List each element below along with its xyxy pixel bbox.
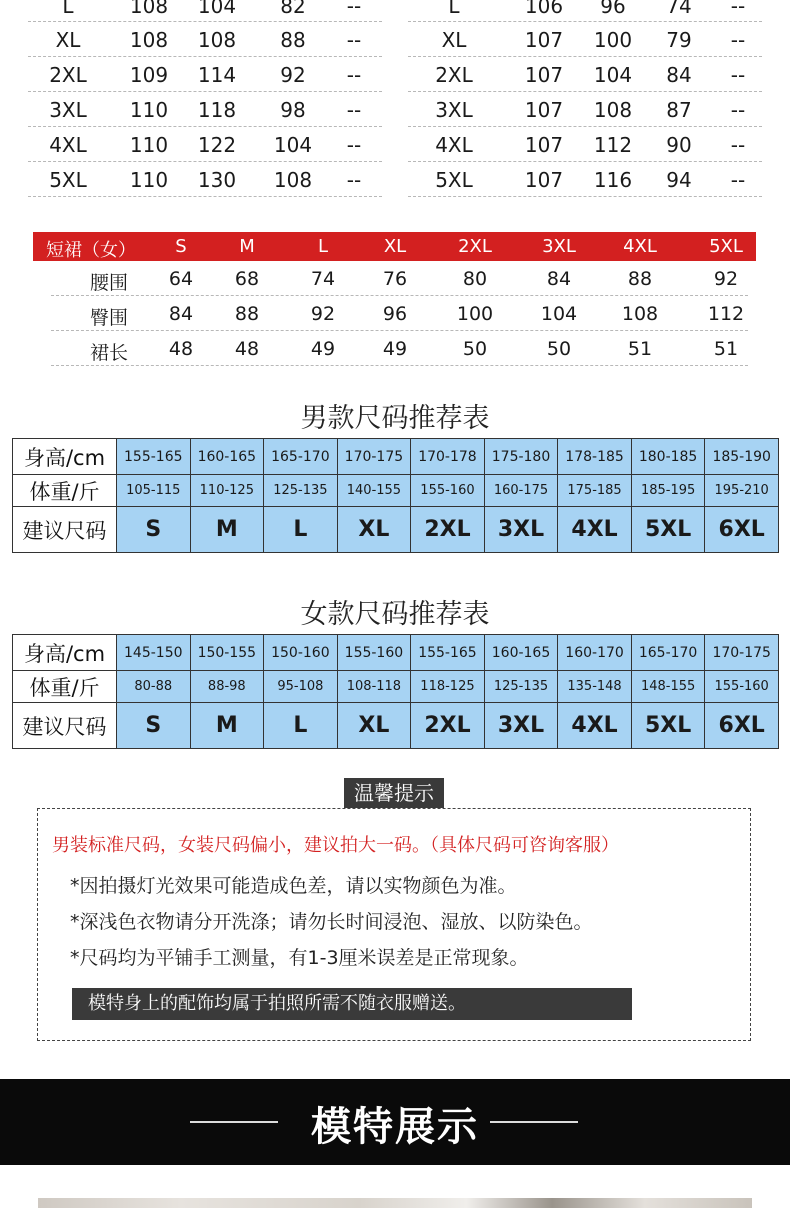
measure-cell: 51: [627, 338, 653, 360]
measure-cell: 74: [310, 268, 336, 290]
measure-cell: 84: [546, 268, 572, 290]
weight-cell: 155-160: [705, 671, 779, 703]
model-photo: [38, 1198, 752, 1208]
measure-cell: 84: [168, 303, 194, 325]
measure-cell: 110: [129, 133, 169, 157]
measure-cell: 64: [168, 268, 194, 290]
table-row: [51, 296, 748, 331]
measure-cell: 92: [280, 63, 306, 87]
weight-cell: 185-195: [631, 475, 705, 507]
row-label: 身高/cm: [13, 439, 117, 475]
weight-cell: 175-185: [558, 475, 632, 507]
measure-cell: 108: [129, 28, 169, 52]
skirt-header-size: 5XL: [709, 236, 743, 257]
table-row: [13, 671, 779, 703]
women-table-title: 女款尺码推荐表: [300, 599, 490, 630]
size-table-left: [28, 0, 382, 197]
height-cell: 160-165: [484, 635, 558, 671]
size-cell: L: [264, 703, 338, 749]
size-cell: S: [117, 703, 191, 749]
table-row: [28, 127, 382, 162]
measure-label: 腰围: [89, 272, 129, 294]
tip-line: *因拍摄灯光效果可能造成色差，请以实物颜色为准。: [70, 875, 517, 897]
row-label: 身高/cm: [13, 635, 117, 671]
size-cell: XL: [337, 507, 411, 553]
weight-cell: 95-108: [264, 671, 338, 703]
size-cell: 4XL: [49, 133, 87, 157]
skirt-header-size: L: [317, 236, 329, 257]
height-cell: 170-178: [411, 439, 485, 475]
height-cell: 150-155: [190, 635, 264, 671]
measure-cell: 108: [621, 303, 659, 325]
size-cell: 5XL: [435, 168, 473, 192]
measure-cell: --: [730, 168, 746, 192]
height-cell: 180-185: [631, 439, 705, 475]
table-row: [28, 92, 382, 127]
measure-cell: 74: [666, 0, 692, 18]
measure-cell: 107: [524, 63, 564, 87]
size-cell: 5XL: [49, 168, 87, 192]
women-size-recommendation-table: [12, 634, 779, 749]
measure-cell: --: [730, 133, 746, 157]
table-row: [51, 261, 748, 296]
height-cell: 160-170: [558, 635, 632, 671]
table-row: [28, 57, 382, 92]
table-row: [28, 0, 382, 22]
measure-cell: 107: [524, 168, 564, 192]
measure-label: 臀围: [89, 307, 129, 329]
size-cell: 3XL: [435, 98, 473, 122]
weight-cell: 80-88: [117, 671, 191, 703]
skirt-header-size: 3XL: [542, 236, 576, 257]
height-cell: 165-170: [631, 635, 705, 671]
weight-cell: 135-148: [558, 671, 632, 703]
weight-cell: 125-135: [264, 475, 338, 507]
height-cell: 155-165: [117, 439, 191, 475]
table-row: [408, 92, 762, 127]
measure-cell: --: [346, 63, 362, 87]
banner-title: 模特展示: [311, 1104, 479, 1150]
height-cell: 165-170: [264, 439, 338, 475]
weight-cell: 160-175: [484, 475, 558, 507]
weight-cell: 108-118: [337, 671, 411, 703]
measure-cell: --: [730, 28, 746, 52]
table-row: [28, 162, 382, 197]
size-cell: XL: [55, 28, 81, 52]
measure-cell: 80: [462, 268, 488, 290]
skirt-size-table: [33, 232, 756, 366]
table-row: [408, 0, 762, 22]
measure-cell: --: [346, 0, 362, 18]
measure-cell: 109: [129, 63, 169, 87]
measure-cell: 116: [593, 168, 633, 192]
table-row: [28, 22, 382, 57]
measure-cell: 49: [310, 338, 336, 360]
tips-box: [37, 808, 751, 1041]
measure-cell: 49: [382, 338, 408, 360]
measure-cell: 108: [593, 98, 633, 122]
measure-cell: --: [730, 63, 746, 87]
size-cell: 2XL: [411, 703, 485, 749]
table-row: [408, 22, 762, 57]
row-label: 建议尺码: [13, 507, 117, 553]
size-cell: L: [62, 0, 74, 18]
skirt-header-size: S: [175, 236, 187, 257]
measure-cell: 76: [382, 268, 408, 290]
weight-cell: 148-155: [631, 671, 705, 703]
measure-cell: 110: [129, 98, 169, 122]
size-cell: S: [117, 507, 191, 553]
row-label: 建议尺码: [13, 703, 117, 749]
size-cell: 6XL: [705, 507, 779, 553]
measure-cell: 88: [627, 268, 653, 290]
height-cell: 170-175: [337, 439, 411, 475]
size-cell: 3XL: [49, 98, 87, 122]
size-cell: 5XL: [631, 703, 705, 749]
measure-cell: 98: [280, 98, 306, 122]
skirt-header-size: 4XL: [623, 236, 657, 257]
height-cell: 150-160: [264, 635, 338, 671]
measure-cell: 107: [524, 28, 564, 52]
measure-cell: 118: [197, 98, 237, 122]
measure-cell: 112: [707, 303, 745, 325]
measure-cell: 100: [456, 303, 494, 325]
measure-cell: 104: [593, 63, 633, 87]
size-cell: 2XL: [435, 63, 473, 87]
skirt-table-header: [33, 232, 756, 261]
measure-cell: 122: [197, 133, 237, 157]
weight-cell: 88-98: [190, 671, 264, 703]
table-row: [408, 127, 762, 162]
size-cell: 6XL: [705, 703, 779, 749]
measure-cell: 104: [273, 133, 313, 157]
measure-cell: 108: [129, 0, 169, 18]
size-cell: 5XL: [631, 507, 705, 553]
weight-cell: 140-155: [337, 475, 411, 507]
measure-cell: 106: [524, 0, 564, 18]
measure-cell: 90: [666, 133, 692, 157]
measure-cell: 104: [540, 303, 578, 325]
banner-divider-right: [490, 1121, 578, 1123]
weight-cell: 110-125: [190, 475, 264, 507]
measure-cell: 96: [382, 303, 408, 325]
measure-cell: --: [346, 133, 362, 157]
measure-cell: 100: [593, 28, 633, 52]
measure-cell: 112: [593, 133, 633, 157]
measure-cell: 82: [280, 0, 306, 18]
height-cell: 178-185: [558, 439, 632, 475]
model-display-banner: [0, 1079, 790, 1165]
measure-cell: 51: [713, 338, 739, 360]
size-cell: L: [264, 507, 338, 553]
tip-line: *深浅色衣物请分开洗涤；请勿长时间浸泡、湿放、以防染色。: [70, 911, 593, 933]
measure-cell: 108: [197, 28, 237, 52]
size-cell: 2XL: [49, 63, 87, 87]
weight-cell: 125-135: [484, 671, 558, 703]
skirt-header-size: 2XL: [458, 236, 492, 257]
weight-cell: 195-210: [705, 475, 779, 507]
measure-cell: --: [346, 98, 362, 122]
measure-label: 裙长: [89, 342, 129, 364]
size-cell: 2XL: [411, 507, 485, 553]
measure-cell: 68: [234, 268, 260, 290]
weight-cell: 118-125: [411, 671, 485, 703]
row-label: 体重/斤: [13, 671, 117, 703]
measure-cell: 94: [666, 168, 692, 192]
size-cell: L: [448, 0, 460, 18]
tip-sizing-note: 男装标准尺码，女装尺码偏小，建议拍大一码。（具体尺码可咨询客服）: [52, 835, 619, 856]
men-size-recommendation-table: [12, 438, 779, 553]
size-cell: 3XL: [484, 703, 558, 749]
height-cell: 185-190: [705, 439, 779, 475]
skirt-header-size: M: [239, 236, 255, 257]
table-row: [13, 507, 779, 553]
size-cell: M: [190, 507, 264, 553]
measure-cell: 48: [168, 338, 194, 360]
weight-cell: 105-115: [117, 475, 191, 507]
measure-cell: 88: [234, 303, 260, 325]
measure-cell: 110: [129, 168, 169, 192]
measure-cell: 48: [234, 338, 260, 360]
row-label: 体重/斤: [13, 475, 117, 507]
size-table-right: [408, 0, 762, 197]
size-cell: M: [190, 703, 264, 749]
men-table-title: 男款尺码推荐表: [300, 403, 490, 434]
skirt-header-size: XL: [383, 236, 407, 257]
table-row: [51, 331, 748, 366]
height-cell: 160-165: [190, 439, 264, 475]
measure-cell: 108: [273, 168, 313, 192]
size-cell: 4XL: [558, 703, 632, 749]
measure-cell: 87: [666, 98, 692, 122]
measure-cell: 107: [524, 133, 564, 157]
weight-cell: 155-160: [411, 475, 485, 507]
table-row: [408, 57, 762, 92]
tip-accessory-note: 模特身上的配饰均属于拍照所需不随衣服赠送。: [72, 988, 632, 1020]
measure-cell: --: [730, 0, 746, 18]
size-cell: 4XL: [558, 507, 632, 553]
measure-cell: 114: [197, 63, 237, 87]
table-row: [13, 475, 779, 507]
size-cell: 4XL: [435, 133, 473, 157]
size-cell: 3XL: [484, 507, 558, 553]
measure-cell: 50: [462, 338, 488, 360]
measure-cell: 88: [280, 28, 306, 52]
height-cell: 175-180: [484, 439, 558, 475]
tips-badge: 温馨提示: [344, 778, 444, 808]
measure-cell: --: [346, 168, 362, 192]
height-cell: 145-150: [117, 635, 191, 671]
measure-cell: 92: [713, 268, 739, 290]
measure-cell: 104: [197, 0, 237, 18]
height-cell: 155-165: [411, 635, 485, 671]
measure-cell: 96: [600, 0, 626, 18]
size-cell: XL: [337, 703, 411, 749]
size-cell: XL: [441, 28, 467, 52]
measure-cell: 130: [197, 168, 237, 192]
measure-cell: 92: [310, 303, 336, 325]
height-cell: 170-175: [705, 635, 779, 671]
table-row: [13, 703, 779, 749]
measure-cell: 84: [666, 63, 692, 87]
measure-cell: --: [346, 28, 362, 52]
tip-line: *尺码均为平铺手工测量，有1-3厘米误差是正常现象。: [70, 947, 529, 969]
table-row: [13, 635, 779, 671]
table-row: [13, 439, 779, 475]
measure-cell: 107: [524, 98, 564, 122]
table-row: [408, 162, 762, 197]
measure-cell: --: [730, 98, 746, 122]
measure-cell: 79: [666, 28, 692, 52]
measure-cell: 50: [546, 338, 572, 360]
skirt-header-label: 短裙（女）: [46, 240, 136, 261]
height-cell: 155-160: [337, 635, 411, 671]
